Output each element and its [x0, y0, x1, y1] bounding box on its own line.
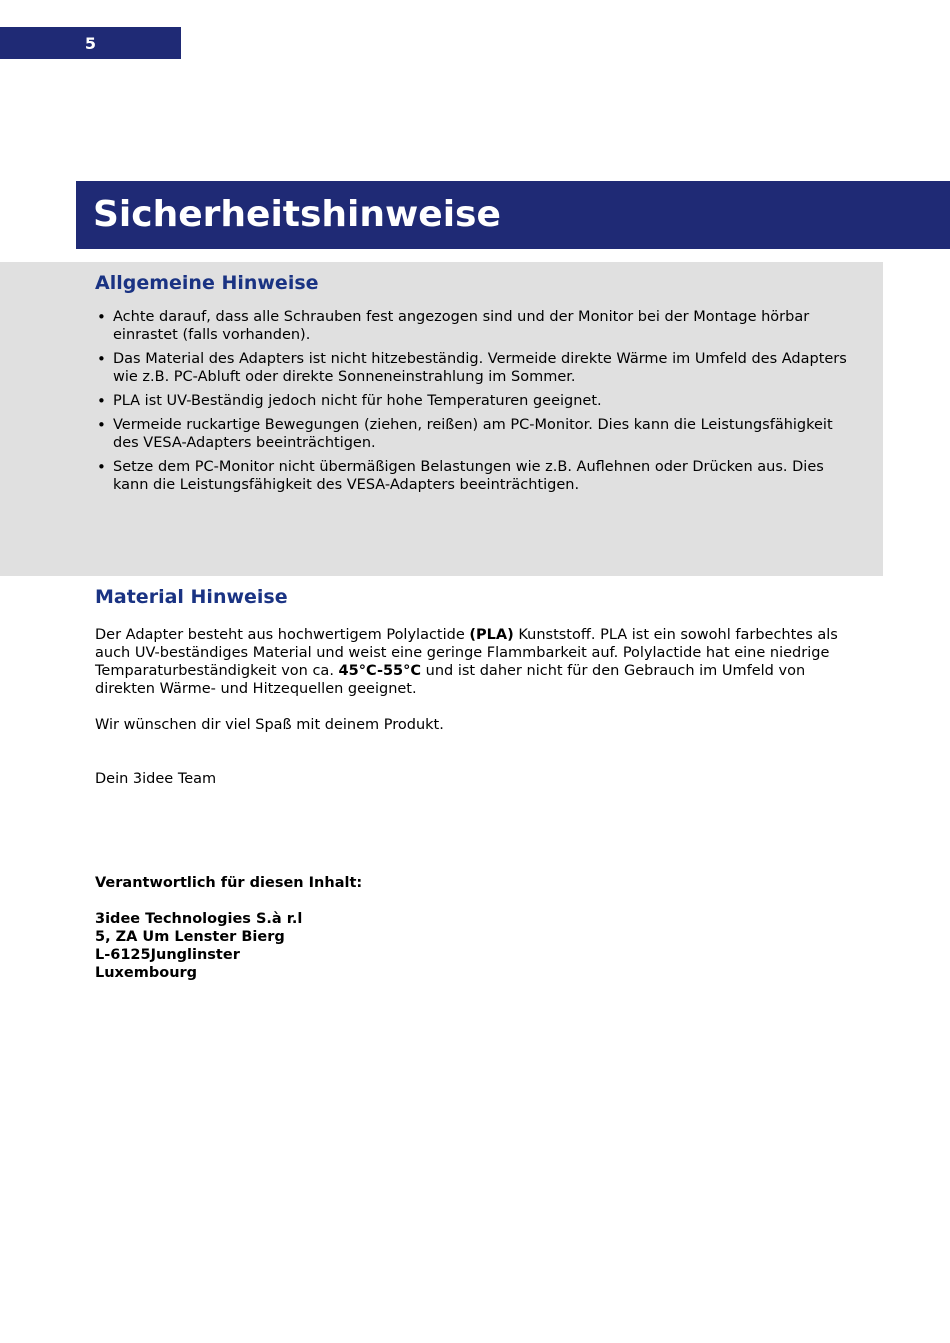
list-item: • Setze dem PC-Monitor nicht übermäßigen Belastungen wie z.B. Auflehnen oder Drücken aus. Dies kann die Leistungsfähigkeit des VESA-Adapters beeinträchtigen.	[95, 458, 855, 494]
responsible-section	[95, 874, 595, 982]
material-notes-section	[95, 586, 855, 788]
list-item: • Vermeide ruckartige Bewegungen (ziehen, reißen) am PC-Monitor. Dies kann die Leistungsfähigkeit des VESA-Adapters beeinträchtigen.	[95, 416, 855, 452]
address-country: Luxembourg	[95, 965, 198, 981]
signoff: Dein 3idee Team	[95, 771, 217, 787]
material-text-1: Der Adapter besteht aus hochwertigem Polylactide	[95, 627, 470, 643]
address-block	[95, 910, 595, 982]
address-company: 3idee Technologies S.à r.l	[95, 911, 303, 927]
general-notes-list	[95, 308, 855, 500]
material-bold-temperature: 45°C-55°C	[338, 663, 422, 679]
list-item: • Das Material des Adapters ist nicht hitzebeständig. Vermeide direkte Wärme im Umfeld des Adapters wie z.B. PC-Abluft oder direkte Sonneneinstrahlung im Sommer.	[95, 350, 855, 386]
closing-wish: Wir wünschen dir viel Spaß mit deinem Produkt.	[95, 717, 444, 733]
address-street: 5, ZA Um Lenster Bierg	[95, 929, 285, 945]
material-bold-pla: (PLA)	[469, 627, 514, 643]
material-text-2: Kunststoff. PLA ist ein sowohl farbechtes als auch UV-beständiges Material und weist eine geringe Flammbarkeit auf. Polylactide hat eine niedrige Temparaturbeständigkeit von ca.	[95, 627, 838, 679]
list-item: • Achte darauf, dass alle Schrauben fest angezogen sind und der Monitor bei der Montage hörbar einrastet (falls vorhanden).	[95, 308, 855, 344]
title-banner	[76, 181, 950, 249]
page-title: Sicherheitshinweise	[93, 194, 501, 235]
material-description	[95, 626, 855, 698]
general-notes-section	[0, 262, 883, 576]
list-item: • PLA ist UV-Beständig jedoch nicht für hohe Temperaturen geeignet.	[95, 392, 855, 410]
responsible-heading: Verantwortlich für diesen Inhalt:	[95, 875, 363, 891]
address-city: L-6125Junglinster	[95, 947, 240, 963]
material-notes-heading: Material Hinweise	[95, 586, 288, 608]
general-notes-heading: Allgemeine Hinweise	[95, 272, 319, 294]
material-text-3: und ist daher nicht für den Gebrauch im Umfeld von direkten Wärme- und Hitzequellen geeignet.	[95, 663, 806, 697]
page-number: 5	[0, 27, 181, 59]
